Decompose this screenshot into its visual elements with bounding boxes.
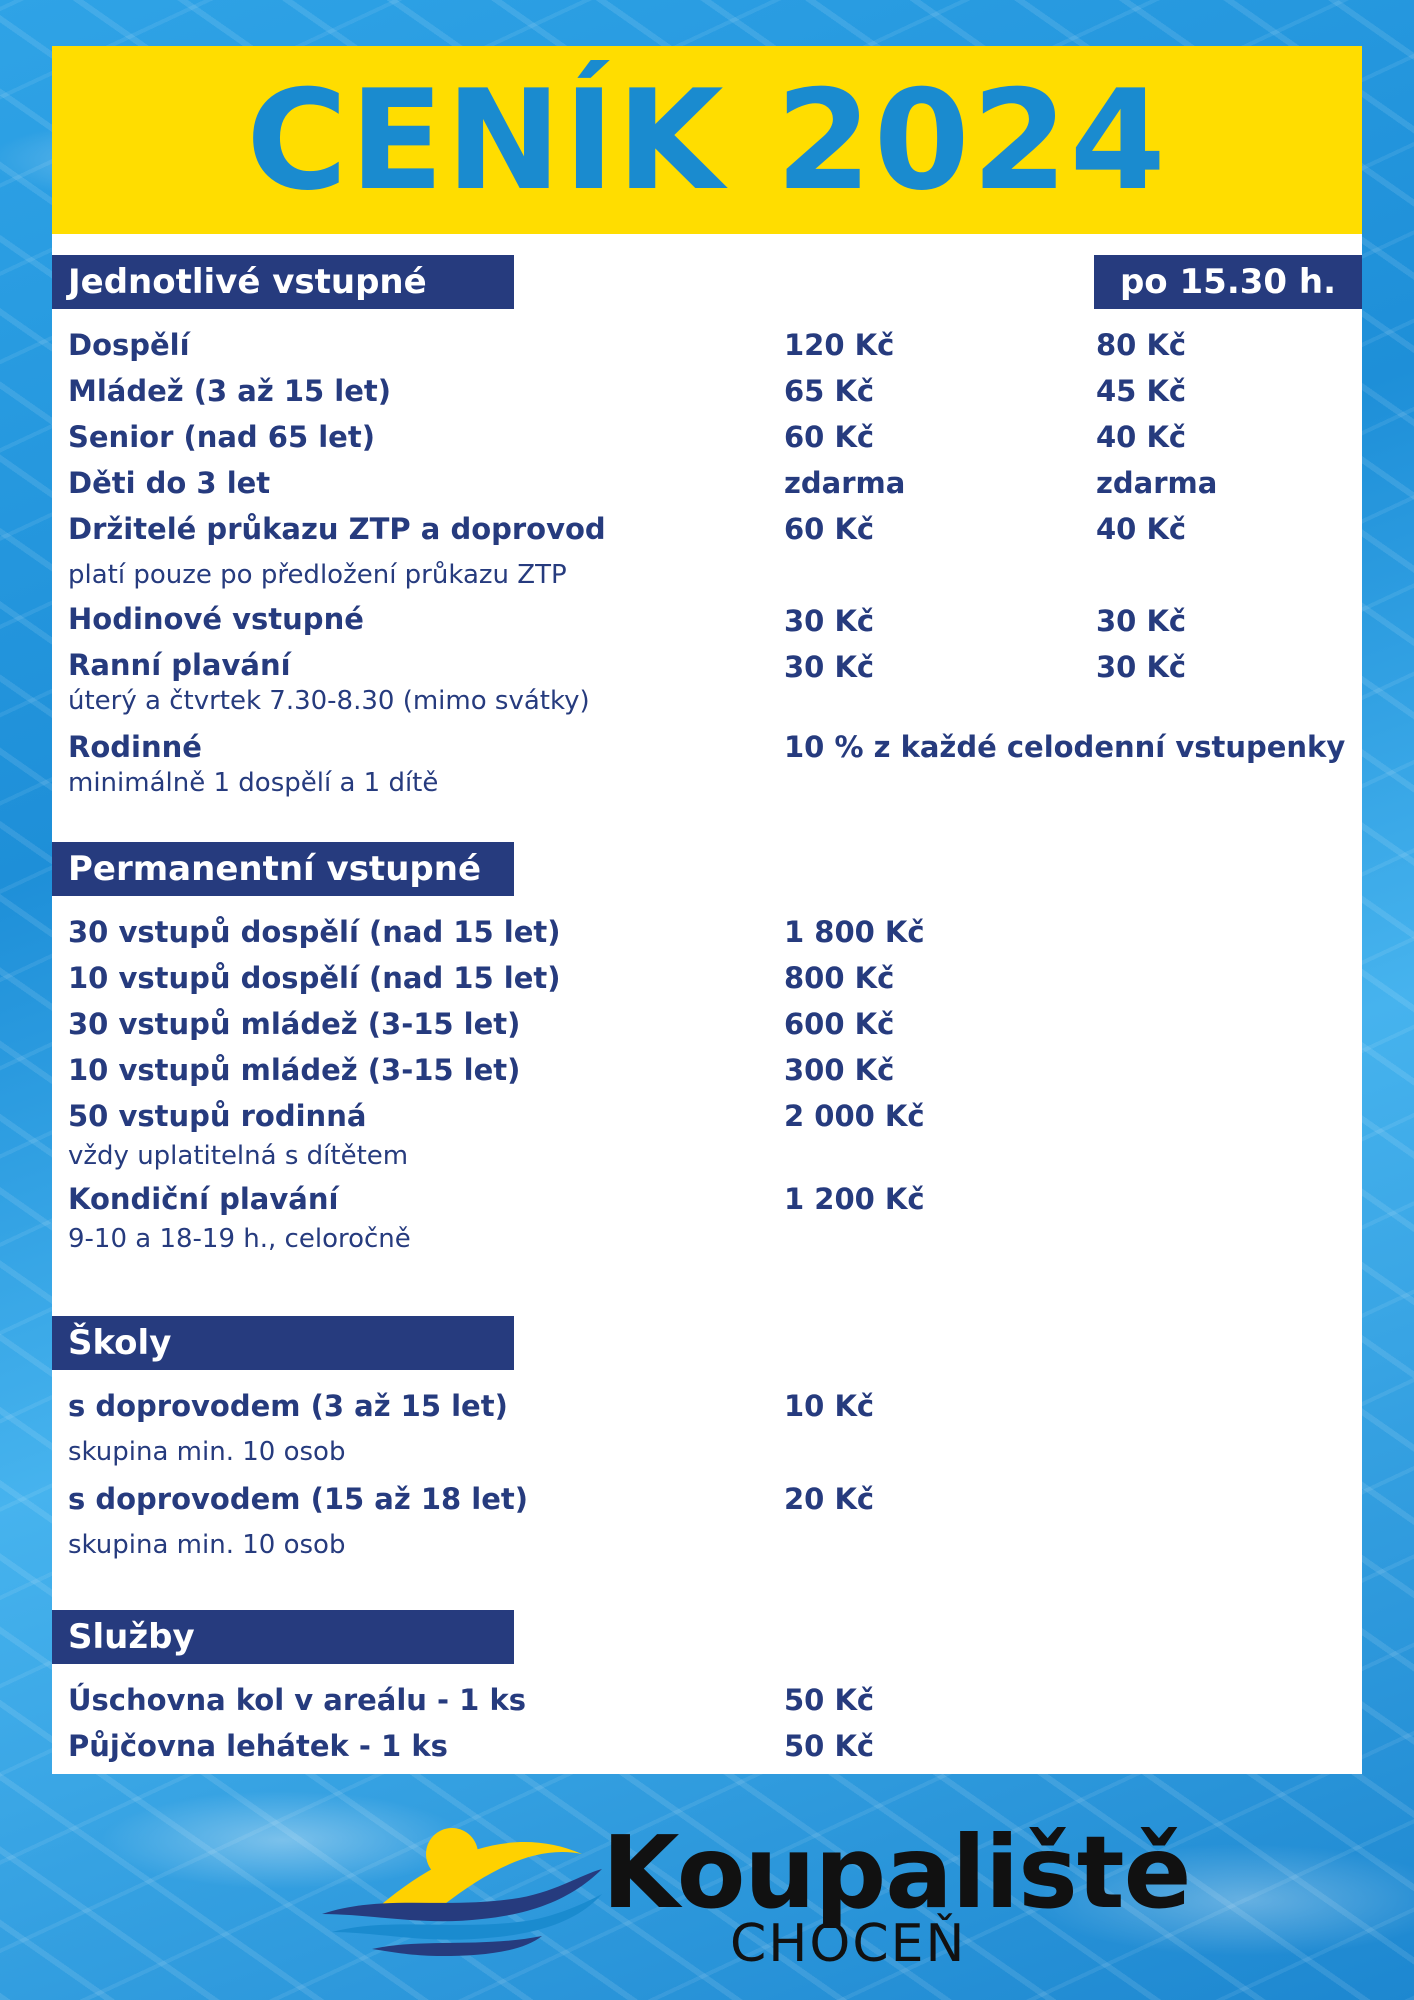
item-label: 10 vstupů dospělí (nad 15 let) — [68, 961, 561, 995]
item-price-after: 30 Kč — [1096, 604, 1187, 638]
item-price-after: 45 Kč — [1096, 374, 1187, 408]
item-price: 10 % z každé celodenní vstupenky — [784, 730, 1346, 764]
item-label: 50 vstupů rodinná — [68, 1099, 367, 1133]
item-price-after: 40 Kč — [1096, 512, 1187, 546]
item-label: Ranní plavání — [68, 648, 291, 682]
item-price: 30 Kč — [784, 604, 875, 638]
price-list-card — [52, 46, 1362, 1774]
item-price: 10 Kč — [784, 1389, 875, 1423]
item-label: Senior (nad 65 let) — [68, 420, 375, 454]
item-label: 10 vstupů mládež (3-15 let) — [68, 1053, 521, 1087]
section-heading-schools: Školy — [52, 1316, 514, 1370]
item-note: platí pouze po předložení průkazu ZTP — [68, 560, 567, 590]
section-heading-services: Služby — [52, 1610, 514, 1664]
item-price: 65 Kč — [784, 374, 875, 408]
item-label: Mládež (3 až 15 let) — [68, 374, 392, 408]
item-price: 800 Kč — [784, 961, 895, 995]
item-price: 300 Kč — [784, 1053, 895, 1087]
item-note: 9-10 a 18-19 h., celoročně — [68, 1224, 411, 1254]
section-heading-permanent: Permanentní vstupné — [52, 842, 514, 896]
item-label: Kondiční plavání — [68, 1182, 339, 1216]
item-price: 600 Kč — [784, 1007, 895, 1041]
item-price-after: 40 Kč — [1096, 420, 1187, 454]
page-title: CENÍK 2024 — [246, 59, 1168, 221]
title-banner — [52, 46, 1362, 234]
item-price-after: zdarma — [1096, 466, 1218, 500]
item-price: 50 Kč — [784, 1729, 875, 1763]
item-price: 60 Kč — [784, 512, 875, 546]
item-price: zdarma — [784, 466, 906, 500]
item-price: 120 Kč — [784, 328, 895, 362]
item-note: úterý a čtvrtek 7.30-8.30 (mimo svátky) — [68, 686, 590, 716]
item-label: s doprovodem (3 až 15 let) — [68, 1389, 508, 1423]
item-price-after: 80 Kč — [1096, 328, 1187, 362]
item-label: Úschovna kol v areálu - 1 ks — [68, 1683, 526, 1717]
item-price-after: 30 Kč — [1096, 650, 1187, 684]
column-heading-after-1530: po 15.30 h. — [1094, 255, 1362, 309]
item-price: 1 200 Kč — [784, 1182, 925, 1216]
item-note: skupina min. 10 osob — [68, 1437, 346, 1467]
item-note: skupina min. 10 osob — [68, 1530, 346, 1560]
logo-town: CHOCEŇ — [730, 1914, 967, 1974]
item-label: Půjčovna lehátek - 1 ks — [68, 1729, 448, 1763]
item-note: minimálně 1 dospělí a 1 dítě — [68, 768, 439, 798]
item-price: 30 Kč — [784, 650, 875, 684]
item-label: s doprovodem (15 až 18 let) — [68, 1482, 529, 1516]
item-price: 60 Kč — [784, 420, 875, 454]
item-label: Hodinové vstupné — [68, 602, 364, 636]
item-label: Držitelé průkazu ZTP a doprovod — [68, 512, 606, 546]
item-label: 30 vstupů mládež (3-15 let) — [68, 1007, 521, 1041]
item-price: 50 Kč — [784, 1683, 875, 1717]
item-price: 2 000 Kč — [784, 1099, 925, 1133]
item-note: vždy uplatitelná s dítětem — [68, 1141, 409, 1171]
item-label: Rodinné — [68, 730, 202, 764]
item-label: Dospělí — [68, 328, 190, 362]
item-label: Děti do 3 let — [68, 466, 271, 500]
swimmer-wave-icon — [312, 1814, 612, 1964]
item-price: 1 800 Kč — [784, 915, 925, 949]
logo-name: Koupaliště — [602, 1814, 1191, 1931]
logo — [312, 1814, 1191, 1974]
section-heading-single: Jednotlivé vstupné — [52, 255, 514, 309]
item-price: 20 Kč — [784, 1482, 875, 1516]
item-label: 30 vstupů dospělí (nad 15 let) — [68, 915, 561, 949]
